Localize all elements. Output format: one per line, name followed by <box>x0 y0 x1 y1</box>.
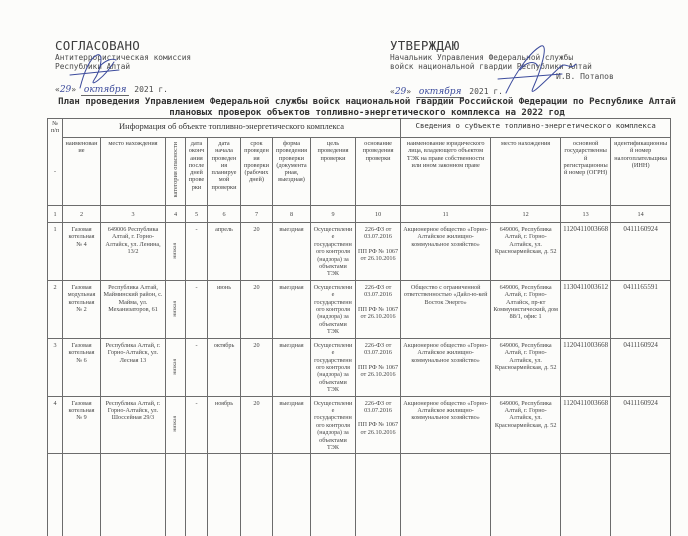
empty-cell <box>101 454 166 536</box>
approval-block <box>55 38 191 71</box>
column-header-object-name: наименование <box>63 138 101 206</box>
government-decree-text: ПП РФ № 1067 от 26.10.2016 <box>358 421 399 436</box>
confirmation-date-month: октября <box>416 87 465 98</box>
inn-cell <box>611 280 671 338</box>
table-row <box>48 223 671 281</box>
check-form-text: выездная <box>279 341 304 349</box>
confirmation-block <box>390 38 592 71</box>
owner-address-text: 649006, Республика Алтай, г. Горно-Алтайск, ул. Красноармейская, д. 52 <box>494 399 557 429</box>
last-check-date-cell <box>186 223 208 281</box>
empty-cell <box>48 454 63 536</box>
column-number-cell: 5 <box>186 206 208 223</box>
confirmation-date-year: 2021 г. <box>469 87 503 96</box>
object-location-text: 649006 Республика Алтай, г. Горно-Алтайск, ул. Ленина, 13/2 <box>105 226 161 256</box>
column-number-cell: 1 <box>48 206 63 223</box>
last-check-date-text: - <box>195 399 198 407</box>
table-row <box>48 338 671 396</box>
hazard-category-cell <box>166 338 186 396</box>
row-number-cell <box>48 280 63 338</box>
approval-heading: СОГЛАСОВАНО <box>55 38 140 53</box>
empty-cell <box>356 454 401 536</box>
check-duration-cell <box>241 396 273 454</box>
check-start-cell <box>208 280 241 338</box>
last-check-date-text: - <box>195 283 198 291</box>
inspection-plan-table <box>47 118 671 536</box>
ogrn-text: 1130411003612 <box>563 282 609 291</box>
empty-cell <box>401 454 491 536</box>
check-basis-cell <box>356 396 401 454</box>
owner-address-cell <box>491 338 561 396</box>
column-number-cell: 9 <box>311 206 356 223</box>
table-row-continuation <box>48 454 671 536</box>
check-form-text: выездная <box>279 283 304 291</box>
object-location-cell <box>101 338 166 396</box>
empty-cell <box>491 454 561 536</box>
object-info-group-header: Информация об объекте топливно-энергетического комплекса <box>63 119 401 138</box>
table-row <box>48 396 671 454</box>
column-header-check-duration: срок проведения проверки (рабочих дней) <box>241 138 273 206</box>
empty-cell <box>63 454 101 536</box>
check-duration-text: 20 <box>253 226 260 233</box>
confirmation-date: «29» октября 2021 г. <box>390 87 503 97</box>
empty-cell <box>311 454 356 536</box>
hazard-category-cell <box>166 396 186 454</box>
owner-name-cell <box>401 338 491 396</box>
hazard-category-cell <box>166 223 186 281</box>
check-duration-text: 20 <box>253 283 260 291</box>
subject-info-group-header: Сведения о субъекте топливно-энергетического комплекса <box>401 119 671 138</box>
check-purpose-text: Осуществление государственного контроля (надзора) за объектами ТЭК <box>313 399 353 451</box>
object-location-cell <box>101 223 166 281</box>
column-number-cell: 14 <box>611 206 671 223</box>
check-form-cell <box>273 338 311 396</box>
owner-name-cell <box>401 396 491 454</box>
row-number-cell <box>48 223 63 281</box>
check-start-cell <box>208 223 241 281</box>
ogrn-cell <box>561 223 611 281</box>
object-location-text: Республика Алтай, г. Горно-Алтайск, ул. Шоссейная 29/3 <box>105 399 161 422</box>
check-start-text: июнь <box>216 283 232 291</box>
check-form-cell <box>273 396 311 454</box>
check-duration-text: 20 <box>253 341 260 349</box>
empty-cell <box>611 454 671 536</box>
owner-name-cell <box>401 223 491 281</box>
owner-address-text: 649006, Республика Алтай, г. Горно-Алтайск, ул. Красноармейская, д. 52 <box>494 226 557 256</box>
column-header-check-purpose: цель проведения проверки <box>311 138 356 206</box>
check-duration-cell <box>241 338 273 396</box>
owner-address-cell <box>491 396 561 454</box>
column-header-object-location: место нахождения <box>101 138 166 206</box>
owner-address-text: 649006, Республика Алтай, г. Горно-Алтайск, ул. Красноармейская, д. 52 <box>494 341 557 371</box>
row-number-header <box>48 119 63 206</box>
government-decree-text: ПП РФ № 1067 от 26.10.2016 <box>358 247 399 263</box>
document-title-line-1: План проведения Управлением Федеральной службы войск национальной гвардии Российской Федерации по Республике Алтай <box>58 97 676 107</box>
row-number-text: 4 <box>53 399 57 407</box>
object-location-cell <box>101 280 166 338</box>
approval-line-2: Республики Алтай <box>55 62 131 71</box>
column-number-cell: 7 <box>241 206 273 223</box>
column-header-check-start: дата начала проведения планируемой проверки <box>208 138 241 206</box>
check-purpose-text: Осуществление государственного контроля (надзора) за объектами ТЭК <box>313 283 353 336</box>
object-location-text: Республика Алтай, Майминский район, с. Майма, ул. Механизаторов, 61 <box>103 283 163 314</box>
column-header-hazard-category-label: категория опасности <box>171 142 179 198</box>
empty-cell <box>241 454 273 536</box>
inn-cell <box>611 396 671 454</box>
check-start-text: апрель <box>215 226 233 233</box>
approval-date-year: 2021 г. <box>134 85 168 94</box>
ogrn-text: 1120411003668 <box>563 340 609 349</box>
object-name-cell <box>63 280 101 338</box>
last-check-date-text: - <box>195 226 198 233</box>
empty-cell <box>208 454 241 536</box>
column-header-hazard-category <box>166 138 186 206</box>
check-duration-text: 20 <box>253 399 260 407</box>
row-number-text: 1 <box>53 226 57 233</box>
confirmation-heading: УТВЕРЖДАЮ <box>390 38 460 53</box>
owner-name-text: Акционерное общество «Горно-Алтайское жилищно-коммунальное хозяйство» <box>403 226 489 248</box>
hazard-category-text: низкая <box>171 300 178 317</box>
group-header-row <box>48 119 671 138</box>
check-form-cell <box>273 223 311 281</box>
column-number-cell: 10 <box>356 206 401 223</box>
ogrn-cell <box>561 338 611 396</box>
column-number-cell: 3 <box>101 206 166 223</box>
hazard-category-text: низкая <box>171 358 178 375</box>
ogrn-text: 1120411003668 <box>563 225 609 233</box>
empty-cell <box>186 454 208 536</box>
check-purpose-cell <box>311 338 356 396</box>
last-check-date-cell <box>186 396 208 454</box>
column-header-check-form: форма проведения проверки (документарная, выездная) <box>273 138 311 206</box>
table-body <box>48 206 671 536</box>
ogrn-text: 1120411003668 <box>563 398 609 407</box>
last-check-date-cell <box>186 338 208 396</box>
check-start-cell <box>208 396 241 454</box>
hazard-category-text: низкая <box>171 242 178 259</box>
column-number-cell: 12 <box>491 206 561 223</box>
object-name-text: Газовая котельная № 9 <box>68 399 95 422</box>
owner-address-cell <box>491 223 561 281</box>
column-header-ogrn: основной государственный регистрационный номер (ОГРН) <box>561 138 611 206</box>
table-row <box>48 280 671 338</box>
check-purpose-cell <box>311 396 356 454</box>
row-number-text: 3 <box>53 341 57 349</box>
check-form-text: выездная <box>279 399 304 407</box>
column-number-row <box>48 206 671 223</box>
check-purpose-text: Осуществление государственного контроля (надзора) за объектами ТЭК <box>313 226 353 278</box>
approval-date-month: октября <box>81 85 130 96</box>
check-form-cell <box>273 280 311 338</box>
confirmation-line-2: войск национальной гвардии Республики Алтай <box>390 62 592 71</box>
confirmation-line-1: Начальник Управления Федеральной службы <box>390 53 574 62</box>
government-decree-text: ПП РФ № 1067 от 26.10.2016 <box>358 363 399 378</box>
column-header-inn: идентификационный номер налогоплательщика (ИНН) <box>611 138 671 206</box>
row-number-text: 2 <box>53 283 57 291</box>
hazard-category-text: низкая <box>171 416 178 433</box>
government-decree-text: ПП РФ № 1067 от 26.10.2016 <box>358 305 399 321</box>
check-form-text: выездная <box>279 226 304 233</box>
federal-law-text: 226-ФЗ от 03.07.2016 <box>364 226 392 241</box>
hazard-category-cell <box>166 280 186 338</box>
empty-cell <box>273 454 311 536</box>
owner-name-text: Акционерное общество «Горно-Алтайское жилищно-коммунальное хозяйство» <box>403 341 489 364</box>
owner-name-text: Общество с ограниченной ответственностью «Дайл-ю-кей Восток Энерго» <box>403 283 488 306</box>
owner-name-text: Акционерное общество «Горно-Алтайское жилищно-коммунальное хозяйство» <box>403 399 489 422</box>
inn-text: 0411160924 <box>623 340 658 349</box>
owner-address-text: 649006, Республика Алтай, г. Горно-Алтайск, пр-кт Коммунистический, дом 88/1, офис 1 <box>493 283 558 321</box>
approval-line-1: Антитеррористическая комиссия <box>55 53 192 62</box>
column-header-owner-name: наименование юридического лица, владеющего объектом ТЭК на праве собственности или ином законном праве <box>401 138 491 206</box>
check-purpose-text: Осуществление государственного контроля (надзора) за объектами ТЭК <box>313 341 353 394</box>
column-header-owner-address: место нахождения <box>491 138 561 206</box>
row-number-header-dash: - <box>54 169 56 175</box>
column-number-cell: 13 <box>561 206 611 223</box>
column-number-cell: 4 <box>166 206 186 223</box>
column-header-check-basis: основание проведения проверки <box>356 138 401 206</box>
object-name-text: Газовая котельная № 6 <box>68 341 95 364</box>
ogrn-cell <box>561 396 611 454</box>
column-header-last-check-date: дата окончания последней проверки <box>186 138 208 206</box>
check-basis-cell <box>356 223 401 281</box>
inn-text: 0411160924 <box>623 398 658 407</box>
column-number-cell: 2 <box>63 206 101 223</box>
check-basis-cell <box>356 338 401 396</box>
check-duration-cell <box>241 280 273 338</box>
empty-cell <box>166 454 186 536</box>
check-start-cell <box>208 338 241 396</box>
check-duration-cell <box>241 223 273 281</box>
object-location-cell <box>101 396 166 454</box>
inn-text: 0411165591 <box>623 282 658 291</box>
check-start-text: ноябрь <box>214 399 234 407</box>
last-check-date-text: - <box>195 341 198 349</box>
row-number-cell <box>48 396 63 454</box>
empty-cell <box>561 454 611 536</box>
check-start-text: октябрь <box>213 341 235 349</box>
document-title-line-2: плановых проверок объектов топливно-энергетического комплекса на 2022 год <box>169 107 565 118</box>
federal-law-text: 226-ФЗ от 03.07.2016 <box>364 341 392 357</box>
owner-address-cell <box>491 280 561 338</box>
column-number-cell: 6 <box>208 206 241 223</box>
inn-cell <box>611 338 671 396</box>
ogrn-cell <box>561 280 611 338</box>
object-name-cell <box>63 223 101 281</box>
column-number-cell: 11 <box>401 206 491 223</box>
approval-date: «29» октября 2021 г. <box>55 85 168 95</box>
document-title <box>52 97 682 118</box>
row-number-cell <box>48 338 63 396</box>
object-location-text: Республика Алтай, г. Горно-Алтайск, ул. Лесная 13 <box>105 341 161 364</box>
inn-text: 0411160924 <box>623 225 658 233</box>
column-number-cell: 8 <box>273 206 311 223</box>
object-name-text: Газовая котельная № 4 <box>68 226 95 248</box>
object-name-cell <box>63 396 101 454</box>
column-header-row <box>48 138 671 206</box>
check-basis-cell <box>356 280 401 338</box>
row-number-header-label: № п/п <box>50 121 60 134</box>
federal-law-text: 226-ФЗ от 03.07.2016 <box>364 399 392 414</box>
check-purpose-cell <box>311 280 356 338</box>
approval-date-day: 29 <box>59 85 72 95</box>
owner-name-cell <box>401 280 491 338</box>
signatory-name: И.В. Потапов <box>556 72 614 81</box>
confirmation-date-day: 29 <box>394 87 407 97</box>
federal-law-text: 226-ФЗ от 03.07.2016 <box>364 283 392 299</box>
object-name-cell <box>63 338 101 396</box>
object-name-text: Газовая модульная котельная № 2 <box>67 283 96 314</box>
check-purpose-cell <box>311 223 356 281</box>
inn-cell <box>611 223 671 281</box>
last-check-date-cell <box>186 280 208 338</box>
